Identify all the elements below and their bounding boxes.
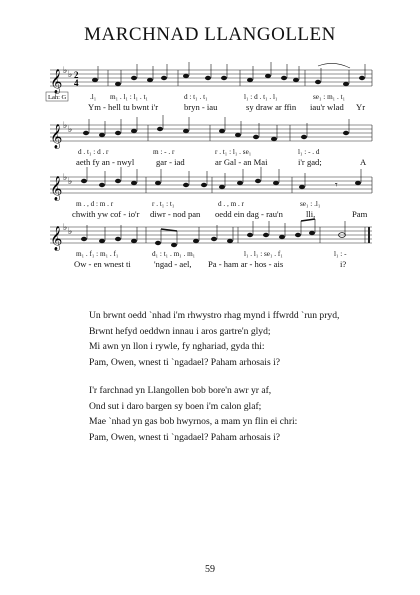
lyric-segment: Ym - hell tu bwnt i'r — [88, 102, 159, 112]
note-stems — [89, 115, 349, 139]
staff-system-4 — [50, 219, 372, 269]
verse-line: Un brwnt oedd `nhad i'm rhwystro rhag mynd i ffwrdd `run pryd, — [89, 310, 340, 321]
lyric-segment: iau'r wlad — [310, 102, 344, 112]
lyric-segment: i'r gad; — [298, 157, 322, 167]
solfa-measure: r . t₁ : l₁ . se₁ — [215, 148, 252, 156]
lyric-segment: aeth fy an - nwyl — [76, 157, 135, 167]
stanza-1 — [89, 308, 389, 370]
solfa-measure: m₁ . f₁ : m₁ . f₁ — [76, 250, 119, 258]
solfa-measure: m . , d : m . r — [76, 200, 114, 208]
verse-line: I'r farchnad yn Llangollen bob bore'n awr yr af, — [89, 385, 272, 396]
stanza-2 — [89, 383, 389, 445]
verse-line: Mae `nhad yn gas bob hwyrnos, a mam yn flin ei chri: — [89, 416, 298, 427]
lyric-segment: bryn - iau — [184, 102, 218, 112]
key-label: Lah: G — [48, 94, 67, 101]
page-number: 59 — [205, 564, 215, 575]
lyric-segment: ar Gal - an Mai — [215, 157, 268, 167]
solfa-measure: r . t₁ : t₁ — [152, 200, 175, 208]
flat-icon: ♭ — [63, 121, 68, 131]
staff-lines — [50, 177, 372, 193]
treble-clef-icon: 𝄞 — [50, 69, 63, 93]
verse-line: Pam, Owen, wnest ti `ngadael? Paham arhosais i? — [89, 431, 281, 443]
flat-icon: ♭ — [68, 70, 73, 80]
lyric-segment: A — [360, 157, 367, 167]
solfa-measure: l₁ : d . t₁ . l₁ — [244, 93, 278, 101]
staff-lines — [50, 227, 372, 243]
lyric-segment: sy draw ar ffin — [246, 102, 297, 112]
lyric-segment: Pa - ham ar - hos - ais — [208, 259, 284, 269]
solfa-measure: .l₁ — [90, 93, 97, 101]
time-signature-top: 2 — [74, 70, 79, 80]
time-signature-bottom: 4 — [74, 78, 79, 88]
lyric-segment: oedd ein dag - rau'n — [215, 209, 283, 219]
flat-icon: ♭ — [63, 173, 68, 183]
song-title: MARCHNAD LLANGOLLEN — [84, 24, 336, 45]
verse-line: Ond sut i daro bargen sy boen i'm calon glaf; — [89, 400, 262, 412]
solfa-measure: l₁ . l₁ : se₁ . f₁ — [244, 250, 283, 258]
solfa-measure: d₁ : t₁ . m₁ . m₁ — [152, 250, 196, 258]
lyric-segment: Ow - en wnest ti — [74, 259, 131, 269]
lyric-segment: Pam — [352, 209, 368, 219]
lyric-segment: Yr — [356, 102, 366, 112]
notes — [81, 179, 361, 189]
solfa-measure: se₁ : m₁ . t₁ — [313, 93, 346, 101]
lyric-segment: i? — [340, 259, 347, 269]
lyric-segment: gar - iad — [156, 157, 185, 167]
solfa-measure: l₁ : - . d — [298, 148, 320, 156]
beam — [301, 219, 315, 221]
solfa-measure: d . t₁ : d . r — [78, 148, 109, 156]
staff-system-3 — [50, 167, 372, 219]
staff-system-1 — [46, 62, 372, 112]
lyric-segment: 'ngad - ael, — [154, 259, 192, 269]
lyric-segment: chwith yw cof - io'r — [72, 209, 140, 219]
note-stems — [98, 62, 365, 84]
solfa-measure: m₁ . l₁ : l₁ . t₁ — [110, 93, 148, 101]
flat-icon: ♭ — [68, 177, 73, 187]
flat-icon: ♭ — [68, 227, 73, 237]
solfa-measure: d . , m . r — [218, 200, 244, 208]
flat-icon: ♭ — [63, 66, 68, 76]
verse-line: Pam, Owen, wnest ti `ngadael? Paham arhosais i? — [89, 356, 281, 368]
note-stems — [87, 219, 345, 245]
notes — [92, 74, 365, 86]
verse-line: Mi awn yn llon i rywle, fy nghariad, gyda thi: — [89, 341, 265, 352]
rest-icon: 𝄾 — [335, 180, 338, 191]
flat-icon: ♭ — [68, 125, 73, 135]
slur — [318, 63, 350, 68]
staff-system-2 — [50, 115, 372, 167]
solfa-measure: se₁ : .l₁ — [300, 200, 321, 208]
lyric-segment: lli, — [306, 209, 316, 219]
verse-line: Brwnt hefyd oeddwn innau i aros gartre'n glyd; — [89, 325, 271, 337]
solfa-measure: l₁ : - — [334, 250, 347, 258]
lyric-segment: diwr - nod pan — [150, 209, 201, 219]
treble-clef-icon: 𝄞 — [50, 226, 63, 250]
staff-lines — [50, 125, 372, 141]
solfa-measure: d : t₁ . t₁ — [184, 93, 208, 101]
flat-icon: ♭ — [63, 223, 68, 233]
solfa-measure: m : - . r — [153, 148, 175, 156]
treble-clef-icon: 𝄞 — [50, 176, 63, 200]
treble-clef-icon: 𝄞 — [50, 124, 63, 148]
